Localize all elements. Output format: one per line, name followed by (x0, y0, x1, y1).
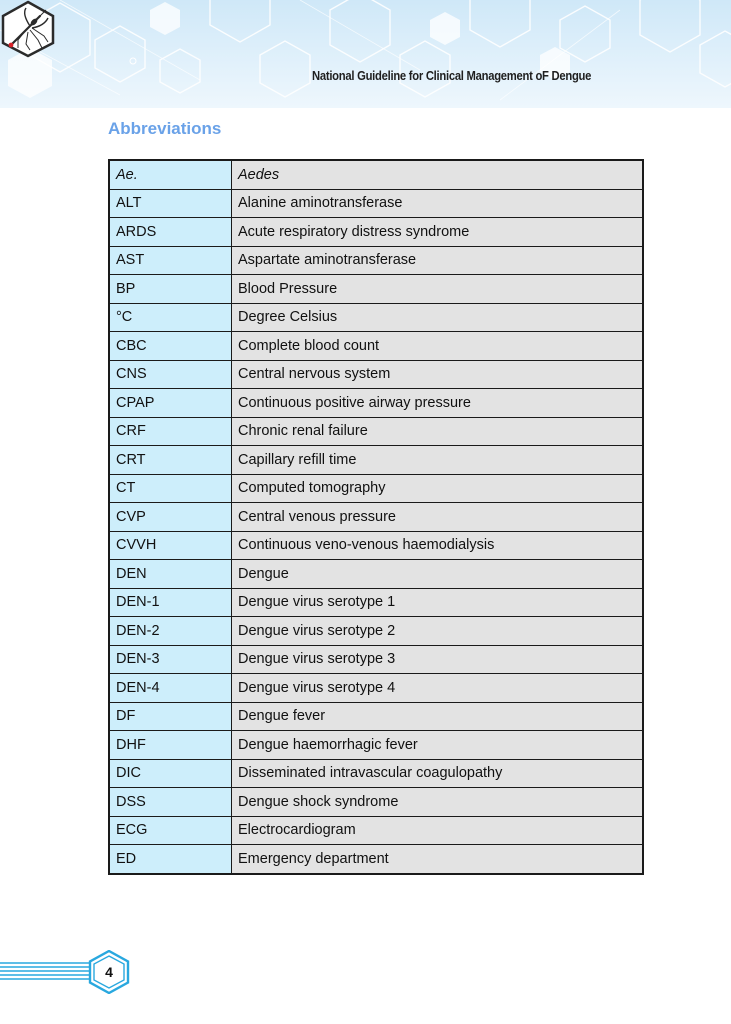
table-row (109, 759, 643, 788)
table-row (109, 560, 643, 589)
table-row (109, 303, 643, 332)
abbreviation-meaning: Dengue virus serotype 3 (232, 645, 644, 674)
table-row (109, 588, 643, 617)
abbreviation-code: °C (109, 303, 232, 332)
header-banner (0, 0, 731, 108)
abbreviation-code: AST (109, 246, 232, 275)
abbreviation-meaning: Dengue virus serotype 2 (232, 617, 644, 646)
abbreviation-meaning: Emergency department (232, 845, 644, 874)
abbreviation-meaning: Blood Pressure (232, 275, 644, 304)
abbreviation-code: CPAP (109, 389, 232, 418)
abbreviation-code: ALT (109, 189, 232, 218)
abbreviation-meaning: Complete blood count (232, 332, 644, 361)
abbreviation-meaning: Dengue virus serotype 4 (232, 674, 644, 703)
abbreviation-code: CRT (109, 446, 232, 475)
abbreviation-meaning: Electrocardiogram (232, 816, 644, 845)
abbreviations-table-body (109, 160, 643, 874)
table-row (109, 332, 643, 361)
abbreviation-meaning: Dengue (232, 560, 644, 589)
abbreviation-code: DEN-3 (109, 645, 232, 674)
table-row (109, 503, 643, 532)
abbreviation-meaning: Continuous positive airway pressure (232, 389, 644, 418)
abbreviation-meaning: Capillary refill time (232, 446, 644, 475)
abbreviation-meaning: Continuous veno-venous haemodialysis (232, 531, 644, 560)
abbreviation-meaning: Central venous pressure (232, 503, 644, 532)
abbreviation-code: ED (109, 845, 232, 874)
table-row (109, 160, 643, 189)
abbreviation-code: DF (109, 702, 232, 731)
page-number: 4 (105, 964, 113, 980)
abbreviation-meaning: Dengue fever (232, 702, 644, 731)
abbreviation-code: DEN (109, 560, 232, 589)
abbreviation-code: DHF (109, 731, 232, 760)
abbreviation-meaning: Dengue haemorrhagic fever (232, 731, 644, 760)
abbreviation-code: BP (109, 275, 232, 304)
abbreviation-meaning: Dengue virus serotype 1 (232, 588, 644, 617)
document-title: National Guideline for Clinical Management oF Dengue (311, 69, 591, 83)
abbreviation-code: ECG (109, 816, 232, 845)
hexagon-background (0, 0, 731, 108)
abbreviation-meaning: Dengue shock syndrome (232, 788, 644, 817)
abbreviation-code: CRF (109, 417, 232, 446)
table-row (109, 617, 643, 646)
abbreviation-meaning: Disseminated intravascular coagulopathy (232, 759, 644, 788)
abbreviation-code: CNS (109, 360, 232, 389)
abbreviation-code: CT (109, 474, 232, 503)
table-row (109, 645, 643, 674)
table-row (109, 531, 643, 560)
table-row (109, 189, 643, 218)
table-row (109, 446, 643, 475)
abbreviation-meaning: Central nervous system (232, 360, 644, 389)
abbreviation-meaning: Aspartate aminotransferase (232, 246, 644, 275)
section-title: Abbreviations (108, 119, 222, 138)
table-row (109, 788, 643, 817)
abbreviation-code: DEN-2 (109, 617, 232, 646)
table-row (109, 674, 643, 703)
table-row (109, 246, 643, 275)
table-row (109, 731, 643, 760)
abbreviation-meaning: Degree Celsius (232, 303, 644, 332)
abbreviation-code: ARDS (109, 218, 232, 247)
abbreviation-code: Ae. (109, 160, 232, 189)
table-row (109, 360, 643, 389)
table-row (109, 816, 643, 845)
abbreviation-code: CVP (109, 503, 232, 532)
table-row (109, 275, 643, 304)
table-row (109, 417, 643, 446)
abbreviation-code: CBC (109, 332, 232, 361)
abbreviation-meaning: Alanine aminotransferase (232, 189, 644, 218)
table-row (109, 218, 643, 247)
abbreviation-meaning: Aedes (232, 160, 644, 189)
abbreviation-meaning: Computed tomography (232, 474, 644, 503)
mosquito-icon (0, 0, 56, 58)
table-row (109, 845, 643, 874)
abbreviation-meaning: Chronic renal failure (232, 417, 644, 446)
table-row (109, 389, 643, 418)
table-row (109, 702, 643, 731)
abbreviation-code: DSS (109, 788, 232, 817)
abbreviation-code: CVVH (109, 531, 232, 560)
abbreviation-code: DEN-1 (109, 588, 232, 617)
abbreviations-table (108, 159, 644, 875)
abbreviation-code: DEN-4 (109, 674, 232, 703)
abbreviation-meaning: Acute respiratory distress syndrome (232, 218, 644, 247)
abbreviation-code: DIC (109, 759, 232, 788)
table-row (109, 474, 643, 503)
